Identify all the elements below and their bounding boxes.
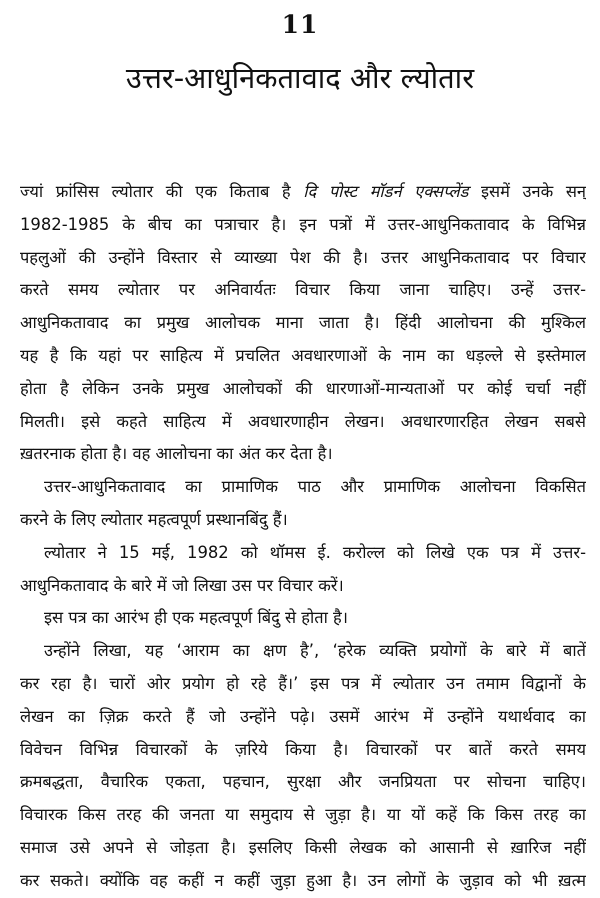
text-line (20, 504, 586, 537)
line-text: ज्यां फ्रांसिस ल्योतार की एक किताब है (20, 182, 304, 201)
paragraph (20, 602, 586, 635)
text-line (20, 176, 586, 209)
line-text: इस पत्र का आरंभ ही एक महत्वपूर्ण बिंदु से होता है। (44, 608, 348, 628)
line-text: आधुनिकतावाद के बारे में जो लिखा उस पर विचार करें। (20, 575, 344, 595)
chapter-number: 11 (281, 10, 319, 39)
paragraph (20, 176, 586, 471)
line-text: क्रमबद्धता, वैचारिक एकता, पहचान, सुरक्षा और जनप्रियता पर सोचना चाहिए। (20, 772, 586, 792)
line-text: उत्तर-आधुनिकतावाद का प्रामाणिक पाठ और प्रामाणिक आलोचना विकसित (44, 477, 586, 497)
line-text: आधुनिकतावाद का प्रमुख आलोचक माना जाता है। हिंदी आलोचना की मुश्किल (20, 313, 586, 333)
line-text: लेखन का ज़िक्र करते हैं जो उन्होंने पढ़े। उसमें आरंभ में उन्होंने यथार्थवाद का (20, 706, 586, 726)
text-line (20, 799, 586, 832)
text-line (20, 865, 586, 898)
paragraph (20, 537, 586, 603)
line-text: मिलती। इसे कहते साहित्य में अवधारणाहीन लेखन। अवधारणारहित लेखन सबसे (20, 411, 586, 431)
text-line (20, 602, 586, 635)
text-line (20, 537, 586, 570)
text-line (20, 635, 586, 668)
paragraph (20, 471, 586, 537)
line-text: पहलुओं की उन्होंने विस्तार से व्याख्या पेश की है। उत्तर आधुनिकतावाद पर विचार (20, 247, 586, 267)
line-text: समाज उसे अपने से जोड़ता है। इसलिए किसी लेखक को आसानी से ख़ारिज नहीं (20, 837, 586, 857)
text-line (20, 701, 586, 734)
book-title-text: दि पोस्ट मॉडर्न एक्सप्लेंड (303, 182, 469, 201)
chapter-body (20, 176, 586, 898)
line-text: करने के लिए ल्योतार महत्वपूर्ण प्रस्थानबिंदु हैं। (20, 509, 288, 529)
text-line (20, 471, 586, 504)
text-line (20, 570, 586, 603)
text-line (20, 668, 586, 701)
text-line (20, 340, 586, 373)
text-line (20, 242, 586, 275)
text-line (20, 373, 586, 406)
line-text: होता है लेकिन उनके प्रमुख आलोचकों की धारणाओं-मान्यताओं पर कोई चर्चा नहीं (20, 378, 586, 398)
text-line (20, 209, 586, 242)
text-line (20, 274, 586, 307)
line-text: उन्होंने लिखा, यह ‘आराम का क्षण है’, ‘हरेक व्यक्ति प्रयोगों के बारे में बातें (44, 641, 586, 661)
line-text: 1982-1985 के बीच का पत्राचार है। इन पत्रों में उत्तर-आधुनिकतावाद के विभिन्न (20, 214, 586, 234)
line-text: यह है कि यहां पर साहित्य में प्रचलित अवधारणाओं के नाम का धड़ल्ले से इस्तेमाल (20, 345, 586, 365)
text-line (20, 307, 586, 340)
text-line (20, 406, 586, 439)
text-line (20, 438, 586, 471)
chapter-title: उत्तर-आधुनिकतावाद और ल्योतार (125, 61, 475, 95)
paragraph (20, 635, 586, 897)
line-text: इसमें उनके सन् (468, 182, 586, 201)
line-text: ख़तरनाक होता है। वह आलोचना का अंत कर देता है। (20, 444, 333, 464)
text-line (20, 832, 586, 865)
text-line (20, 734, 586, 767)
line-text: विचारक किस तरह की जनता या समुदाय से जुड़ा है। या यों कहें कि किस तरह का (20, 805, 586, 825)
line-text: कर रहा है। चारों ओर प्रयोग हो रहे हैं।’ इस पत्र में ल्योतार उन तमाम विद्वानों के (20, 673, 586, 693)
line-text: कर सकते। क्योंकि वह कहीं न कहीं जुड़ा हुआ है। उन लोगों के जुड़ाव को भी ख़त्म (20, 870, 586, 890)
line-text: करते समय ल्योतार पर अनिवार्यतः विचार किया जाना चाहिए। उन्हें उत्तर- (20, 280, 586, 300)
line-text: विवेचन विभिन्न विचारकों के ज़रिये किया है। विचारकों पर बातें करते समय (20, 739, 586, 759)
line-text: ल्योतार ने 15 मई, 1982 को थॉमस ई. करोल्ल को लिखे एक पत्र में उत्तर- (44, 542, 586, 562)
text-line (20, 766, 586, 799)
